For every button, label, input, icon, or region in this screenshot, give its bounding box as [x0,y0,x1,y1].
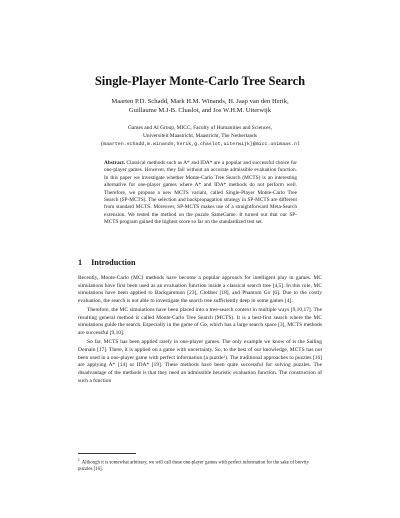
section-heading [78,258,136,267]
footnote-mark: 1 [78,458,80,462]
paper-title: Single-Player Monte-Carlo Tree Search [94,74,306,88]
affiliation [40,125,360,148]
author-list [40,97,360,115]
footnote-rule [78,453,136,454]
abstract [104,160,297,227]
paragraph: So far, MCTS has been applied rarely in one-player games. The only example we know of is the Sailing Domain [17]. There, it is applied on a game with uncertainty. So, to the best of our knowledge, MCTS has not been used in a one-player game with perfect information (a puzzle¹). The traditional approaches to puzzles [16] are applying A* [14] or IDA* [19]. These methods have been quite successful for solving puzzles. The disadvantage of the methods is that they need an admissible heuristic evaluation function. The construction of such a function [78,339,322,384]
abstract-text: Classical methods such as A* and IDA* are a popular and successful choice for one-player games. However, they fail without an accurate admissible evaluation function. In this paper we investigate whether Monte-Carlo Tree Search (MCTS) is an interesting alternative for one-player games where A* and IDA* methods do not perform well. Therefore, we propose a new MCTS variant, called Single-Player Monte-Carlo Tree Search (SP-MCTS). The selection and backpropagation strategy in SP-MCTS are different from standard MCTS. Moreover, SP-MCTS makes use of a straightforward Meta-Search extension. We tested the method on the puzzle SameGame. It turned out that our SP-MCTS program gained the highest score so far on the standardized test set. [104,160,297,226]
body-text [78,275,322,385]
section-number: 1 [78,258,83,267]
affiliation-line: Universiteit Maastricht, Maastricht, The Netherlands [143,132,257,139]
footnote [78,457,322,474]
section-title: Introduction [91,258,136,267]
author-line: Guillaume M.J-B. Chaslot, and Jos W.H.M. Uiterwijk [128,107,272,114]
author-emails: {maarten.schadd,m.winands,herik,g.chaslot,uiterwijk}@micc.unimaas.nl [100,141,300,147]
affiliation-line: Games and AI Group, MICC, Faculty of Humanities and Sciences, [127,125,273,131]
paragraph: Therefore, the MC simulations have been placed into a tree-search context in multiple ways [9,10,17]. The resulting general method is called Monte-Carlo Tree Search (MCTS). It is a best-first search where the MC simulations guide the search. Especially in the game of Go, which has a large search space [3], MCTS methods are successful [9,10]. [78,307,322,337]
footnote-text: Although it is somewhat arbitrary, we will call these one-player games with perfect information for the sake of brevity puzzles [16]. [78,460,309,473]
abstract-label: Abstract. [104,160,126,166]
author-line: Maarten P.D. Schadd, Mark H.M. Winands, H. Jaap van den Herik, [111,98,289,105]
paragraph: Recently, Monte-Carlo (MC) methods have become a popular approach for intelligent play in games. MC simulations have first been used as an evaluation function inside a classical search tree [4,5]. In this role, MC simulations have been applied to Backgammon [23], Clobber [18], and Phantom Go [6]. Due to the costly evaluation, the search is not able to investigate the search tree sufficiently deep in some games [4]. [78,275,322,304]
